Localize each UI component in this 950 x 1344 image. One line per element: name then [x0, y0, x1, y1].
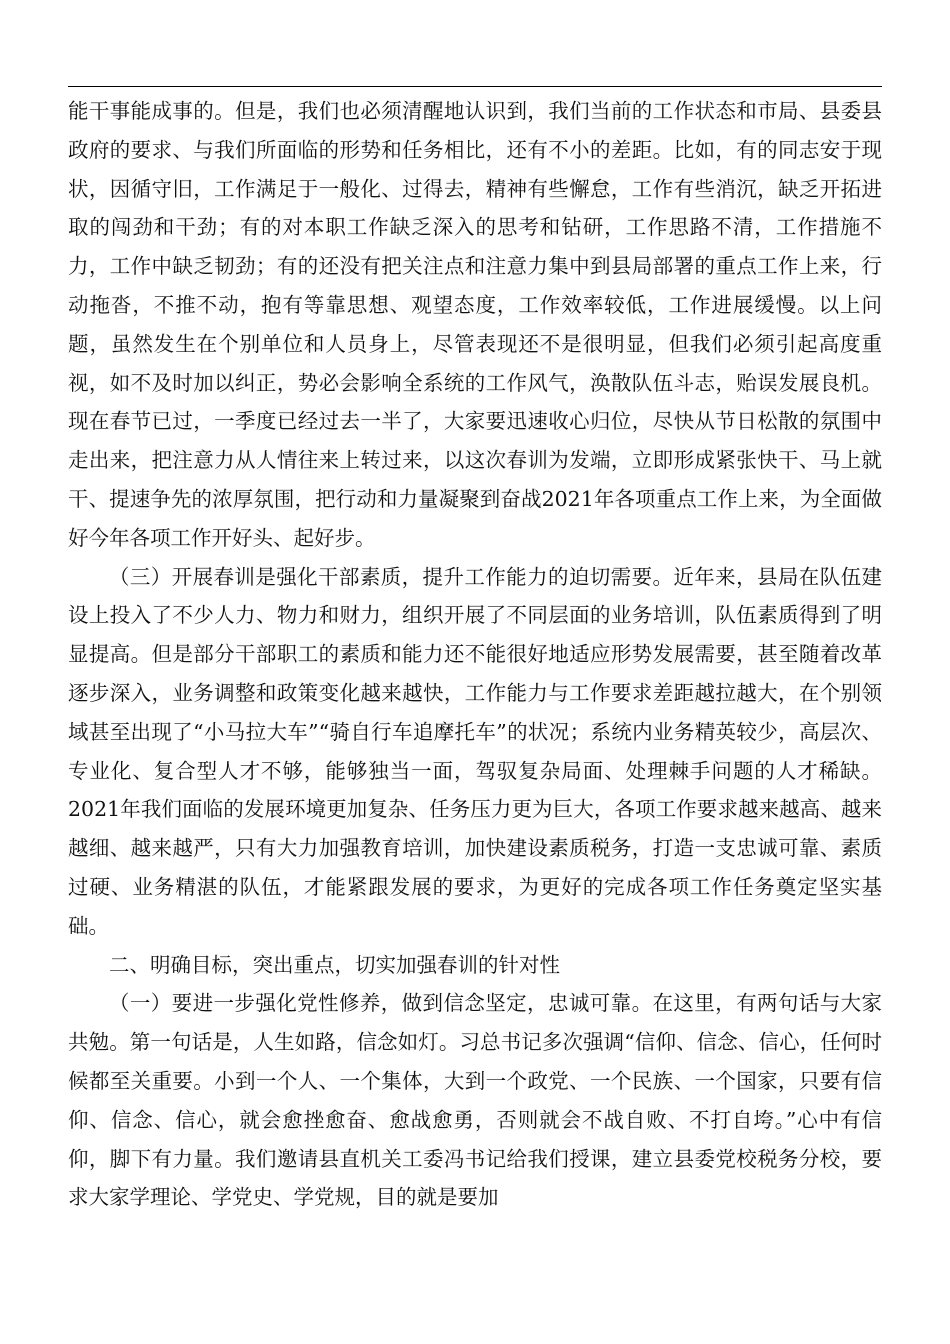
paragraph-continuation: 能干事能成事的。但是，我们也必须清醒地认识到，我们当前的工作状态和市局、县委县政府的要求、与我们所面临的形势和任务相比，还有不小的差距。比如，有的同志安于现状，因循守旧，工作满足于一般化、过得去，精神有些懈怠，工作有些消沉，缺乏开拓进取的闯劲和干劲；有的对本职工作缺乏深入的思考和钻研，工作思路不清，工作措施不力，工作中缺乏韧劲；有的还没有把关注点和注意力集中到县局部署的重点工作上来，行动拖沓，不推不动，抱有等靠思想、观望态度，工作效率较低，工作进展缓慢。以上问题，虽然发生在个别单位和人员身上，尽管表现还不是很明显，但我们必须引起高度重视，如不及时加以纠正，势必会影响全系统的工作风气，涣散队伍斗志，贻误发展良机。现在春节已过，一季度已经过去一半了，大家要迅速收心归位，尽快从节日松散的氛围中走出来，把注意力从人情往来上转过来，以这次春训为发端，立即形成紧张快干、马上就干、提速争先的浓厚氛围，把行动和力量凝聚到奋战2021年各项重点工作上来，为全面做好今年各项工作开好头、起好步。 — [68, 99, 882, 550]
header-rule — [68, 86, 882, 87]
paragraph-section-3: （三）开展春训是强化干部素质，提升工作能力的迫切需要。近年来，县局在队伍建设上投入了不少人力、物力和财力，组织开展了不同层面的业务培训，队伍素质得到了明显提高。但是部分干部职工的素质和能力还不能很好地适应形势发展需要，甚至随着改革逐步深入，业务调整和政策变化越来越快，工作能力与工作要求差距越拉越大，在个别领域甚至出现了“小马拉大车”“骑自行车追摩托车”的状况；系统内业务精英较少，高层次、专业化、复合型人才不够，能够独当一面，驾驭复杂局面、处理棘手问题的人才稀缺。2021年我们面临的发展环境更加复杂、任务压力更为巨大，各项工作要求越来越高、越来越细、越来越严，只有大力加强教育培训，加快建设素质税务，打造一支忠诚可靠、素质过硬、业务精湛的队伍，才能紧跟发展的要求，为更好的完成各项工作任务奠定坚实基础。 — [68, 564, 882, 938]
paragraph-section-2-1: （一）要进一步强化党性修养，做到信念坚定，忠诚可靠。在这里，有两句话与大家共勉。第一句话是，人生如路，信念如灯。习总书记多次强调“信仰、信念、信心，任何时候都至关重要。小到一个人、一个集体，大到一个政党、一个民族、一个国家，只要有信仰、信念、信心，就会愈挫愈奋、愈战愈勇，否则就会不战自败、不打自垮。”心中有信仰，脚下有力量。我们邀请县直机关工委冯书记给我们授课，建立县委党校税务分校，要求大家学理论、学党史、学党规，目的就是要加 — [68, 991, 882, 1210]
document-body — [68, 92, 882, 1217]
section-heading-2: 二、明确目标，突出重点，切实加强春训的针对性 — [109, 952, 560, 977]
